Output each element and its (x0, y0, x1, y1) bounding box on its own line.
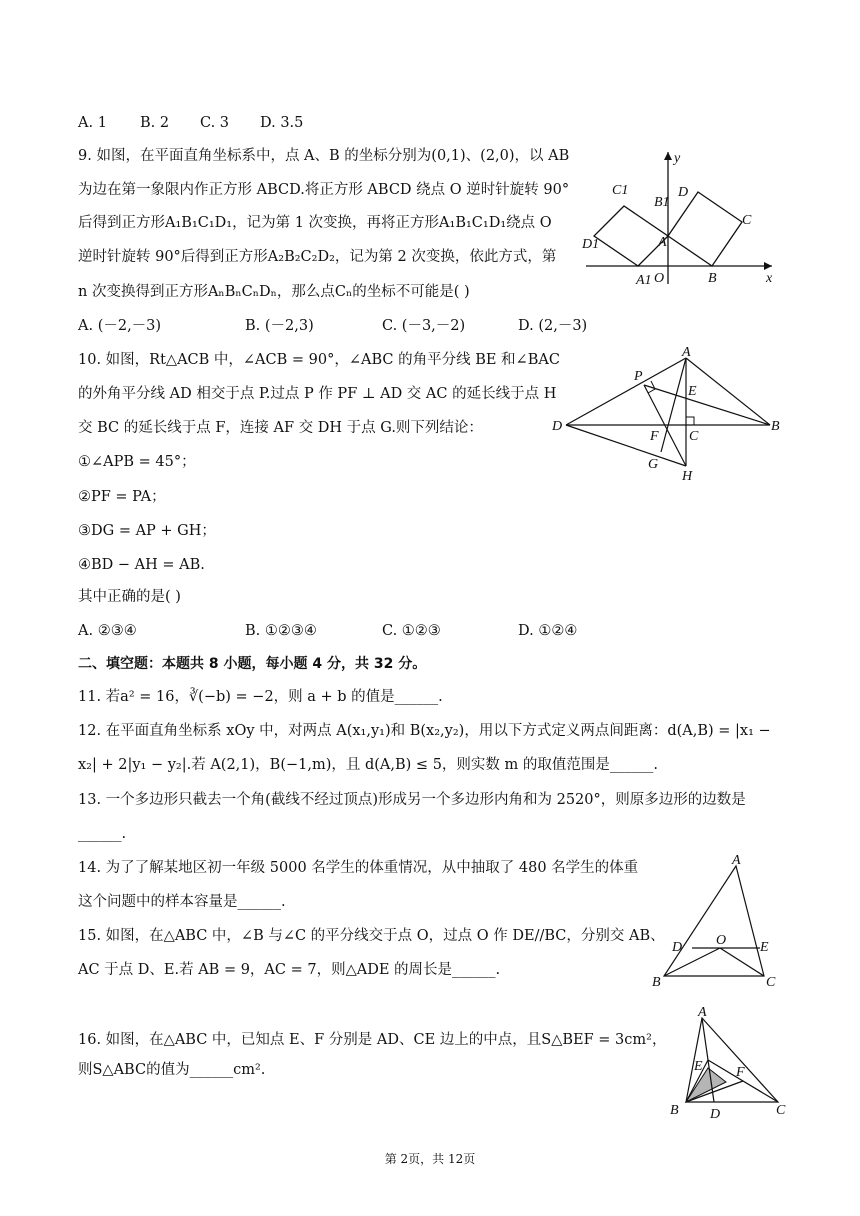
q9-label-a1: A1 (636, 273, 652, 288)
q10-option-a: A. ②③④ (78, 623, 137, 639)
q10-label-e: E (688, 384, 697, 399)
q9-label-c1: C1 (612, 183, 629, 198)
q8-option-d: D. 3.5 (260, 115, 304, 131)
q16-label-f: F (736, 1065, 745, 1080)
q11-text: 11. 若a² = 16，∛(−b) = −2，则 a + b 的值是______. (78, 689, 443, 705)
q13-line-2: ______. (78, 826, 127, 842)
q10-label-h: H (682, 469, 693, 484)
q10-line-7: ④BD − AH = AB. (78, 557, 205, 573)
q16-label-c: C (776, 1103, 786, 1118)
q8-option-a: A. 1 (78, 115, 107, 131)
q9-option-a: A. (－2,－3) (78, 318, 162, 334)
q9-option-b: B. (－2,3) (245, 318, 314, 334)
q10-line-6: ③DG = AP + GH； (78, 523, 216, 539)
q15-label-a: A (732, 853, 741, 868)
q10-label-a: A (682, 345, 691, 360)
q14-line-2: 这个问题中的样本容量是______. (78, 894, 286, 910)
q10-label-c: C (689, 429, 699, 444)
q9-line-1: 9. 如图，在平面直角坐标系中，点 A、B 的坐标分别为(0,1)、(2,0)，以 AB (78, 148, 570, 164)
q9-option-d: D. (2,－3) (518, 318, 588, 334)
q8-option-b: B. 2 (140, 115, 170, 131)
q10-line-4: ①∠APB = 45°； (78, 454, 196, 470)
q15-line-2: AC 于点 D、E.若 AB = 9，AC = 7，则△ADE 的周长是______. (78, 962, 501, 978)
q9-line-2: 为边在第一象限内作正方形 ABCD.将正方形 ABCD 绕点 O 逆时针旋转 90° (78, 182, 570, 198)
q13-line-1: 13. 一个多边形只截去一个角(截线不经过顶点)形成另一个多边形内角和为 2520°，则原多边形的边数是 (78, 792, 746, 808)
q10-line-1: 10. 如图，Rt△ACB 中，∠ACB = 90°，∠ABC 的角平分线 BE 和∠BAC (78, 352, 560, 368)
q10-label-g: G (648, 457, 659, 472)
q16-label-d: D (710, 1107, 721, 1122)
q9-option-c: C. (－3,－2) (382, 318, 466, 334)
q9-line-4: 逆时针旋转 90°后得到正方形A₂B₂C₂D₂，记为第 2 次变换，依此方式，第 (78, 249, 557, 265)
q10-figure (548, 345, 788, 484)
page-footer: 第 2页，共 12页 (384, 1152, 476, 1166)
q15-label-o: O (716, 933, 727, 948)
q9-label-b: B (708, 271, 717, 286)
q14-line-1: 14. 为了了解某地区初一年级 5000 名学生的体重情况，从中抽取了 480 名学生的体重 (78, 860, 639, 876)
q15-label-b: B (652, 975, 661, 990)
q10-label-f: F (650, 429, 659, 444)
q10-line-5: ②PF = PA； (78, 489, 166, 505)
q9-figure (582, 148, 782, 290)
q15-label-d: D (672, 940, 683, 955)
q9-label-y: y (674, 151, 681, 166)
q16-label-b: B (670, 1103, 679, 1118)
q9-label-x: x (766, 271, 773, 286)
q16-line-2: 则S△ABC的值为______cm². (78, 1062, 266, 1078)
q10-option-b: B. ①②③④ (245, 623, 317, 639)
q9-line-3: 后得到正方形A₁B₁C₁D₁，记为第 1 次变换，再将正方形A₁B₁C₁D₁绕点 O (78, 215, 552, 231)
q8-option-c: C. 3 (200, 115, 230, 131)
q9-line-5: n 次变换得到正方形AₙBₙCₙDₙ，那么点Cₙ的坐标不可能是( ) (78, 284, 470, 300)
q15-label-c: C (766, 975, 776, 990)
q10-label-p: P (634, 369, 643, 384)
q16-line-1: 16. 如图，在△ABC 中，已知点 E、F 分别是 AD、CE 边上的中点，且S△BEF = 3cm²， (78, 1032, 667, 1048)
q9-label-b1: B1 (654, 195, 670, 210)
q16-label-e: E (694, 1059, 703, 1074)
q15-figure (650, 852, 790, 992)
q10-label-d: D (552, 419, 563, 434)
q12-line-1: 12. 在平面直角坐标系 xOy 中，对两点 A(x₁,y₁)和 B(x₂,y₂)，用以下方式定义两点间距离：d(A,B) = |x₁ − (78, 723, 771, 739)
q15-label-e: E (760, 940, 769, 955)
q10-line-3: 交 BC 的延长线于点 F，连接 AF 交 DH 于点 G.则下列结论： (78, 420, 483, 436)
q16-figure (656, 1004, 792, 1126)
q12-line-2: x₂| + 2|y₁ − y₂|.若 A(2,1)，B(−1,m)，且 d(A,B) ≤ 5，则实数 m 的取值范围是______. (78, 757, 658, 773)
q9-label-a: A (658, 235, 667, 250)
q10-line-2: 的外角平分线 AD 相交于点 P.过点 P 作 PF ⊥ AD 交 AC 的延长线于点 H (78, 386, 557, 402)
q9-label-o: O (654, 271, 665, 286)
q10-line-8: 其中正确的是( ) (78, 589, 181, 605)
q9-label-d1: D1 (582, 237, 600, 252)
section-2-title: 二、填空题：本题共 8 小题，每小题 4 分，共 32 分。 (78, 656, 427, 672)
q10-option-c: C. ①②③ (382, 623, 441, 639)
q16-label-a: A (698, 1005, 707, 1020)
q15-line-1: 15. 如图，在△ABC 中，∠B 与∠C 的平分线交于点 O，过点 O 作 DE//BC，分别交 AB、 (78, 928, 665, 944)
q9-label-d: D (678, 185, 689, 200)
q10-option-d: D. ①②④ (518, 623, 578, 639)
q10-label-b: B (771, 419, 780, 434)
q9-label-c: C (742, 213, 752, 228)
